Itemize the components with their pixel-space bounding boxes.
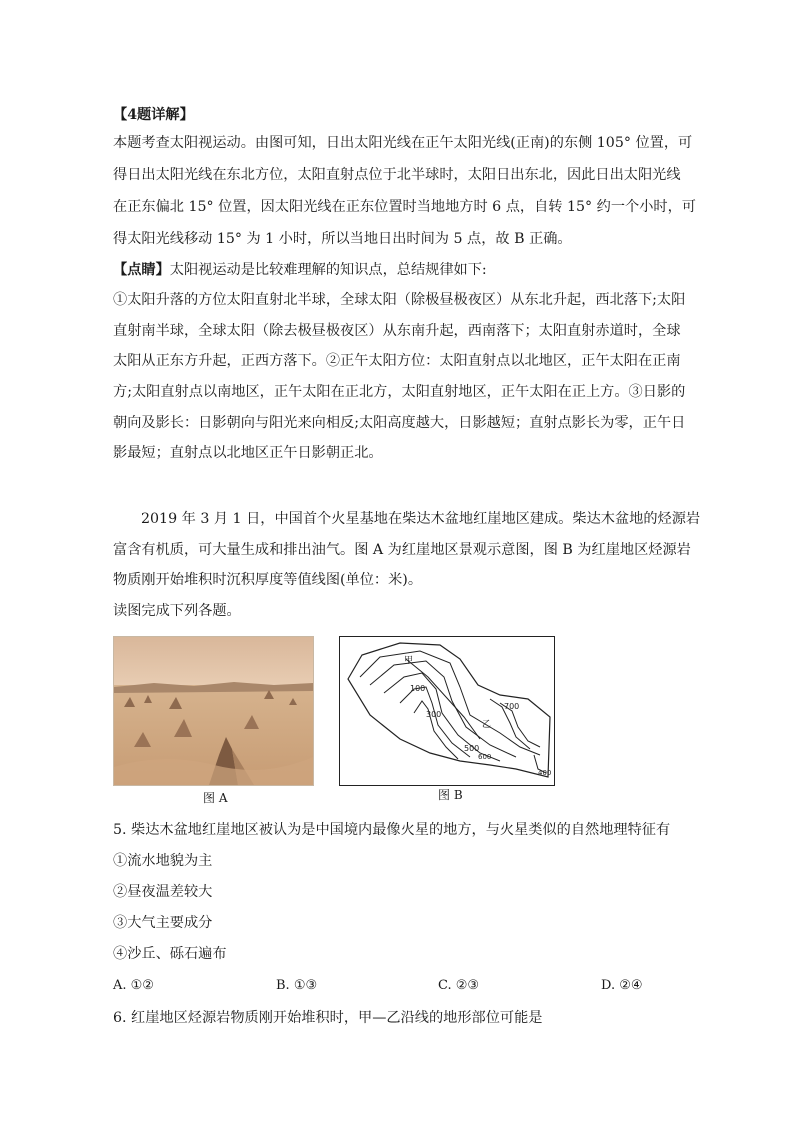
tip-label: 【点睛】	[113, 262, 170, 278]
text-line: 2019 年 3 月 1 日，中国首个火星基地在柴达木盆地红崖地区建成。柴达木盆地的烃源岩	[141, 511, 701, 527]
contour-label-300: 300	[426, 710, 442, 719]
tip-paragraph	[113, 260, 487, 280]
text-line: 本题考查太阳视运动。由图可知，日出太阳光线在正午太阳光线(正南)的东侧 105° 位置，可	[113, 135, 693, 151]
text-line: ①太阳升落的方位太阳直射北半球，全球太阳（除极昼极夜区）从东北升起，西北落下;太阳	[113, 292, 686, 308]
statement-item: ①流水地貌为主	[113, 853, 213, 869]
figure-b-caption: 图 B	[438, 788, 463, 802]
question-stem: 6. 红崖地区烃源岩物质刚开始堆积时，甲—乙沿线的地形部位可能是	[113, 1010, 543, 1026]
point-yi-label: 乙	[482, 720, 492, 730]
text-line: 影最短；直射点以北地区正午日影朝正北。	[113, 445, 383, 461]
contour-label-500: 500	[464, 744, 480, 753]
sediment-thickness-contour-map	[339, 636, 555, 786]
contour-label-100: 100	[410, 684, 426, 693]
text-line: 物质刚开始堆积时沉积厚度等值线图(单位：米)。	[113, 572, 423, 588]
option-c[interactable]: C. ②③	[438, 978, 480, 993]
text-line: 直射南半球，全球太阳（除去极昼极夜区）从东南升起，西南落下；太阳直射赤道时，全球	[113, 323, 681, 339]
text-line: 得日出太阳光线在东北方位，太阳直射点位于北半球时，太阳日出东北，因此日出太阳光线	[113, 167, 681, 183]
contour-label-700: 700	[504, 702, 520, 711]
contour-label-600: 600	[478, 753, 492, 761]
statement-item: ②昼夜温差较大	[113, 884, 213, 900]
contour-label-400: 400	[538, 769, 552, 777]
landscape-photo	[113, 636, 314, 786]
point-jia-label: 甲	[404, 656, 414, 666]
text-line: 朝向及影长：日影朝向与阳光来向相反;太阳高度越大，日影越短；直射点影长为零，正午日	[113, 415, 686, 431]
statement-item: ④沙丘、砾石遍布	[113, 946, 227, 962]
option-d[interactable]: D. ②④	[601, 978, 643, 993]
text-line: 太阳从正东方升起，正西方落下。②正午太阳方位：太阳直射点以北地区，正午太阳在正南	[113, 353, 681, 369]
question-stem: 5. 柴达木盆地红崖地区被认为是中国境内最像火星的地方，与火星类似的自然地理特征有	[113, 822, 671, 838]
text-line: 得太阳光线移动 15° 为 1 小时，所以当地日出时间为 5 点，故 B 正确。	[113, 231, 572, 247]
option-b[interactable]: B. ①③	[276, 978, 318, 993]
statement-item: ③大气主要成分	[113, 915, 213, 931]
figure-a-caption: 图 A	[203, 791, 228, 805]
q4-heading: 【4题详解】	[113, 107, 194, 123]
text-line: 在正东偏北 15° 位置，因太阳光线在正东位置时当地地方时 6 点，自转 15° 约一个小时，可	[113, 199, 696, 215]
tip-first-line: 太阳视运动是比较难理解的知识点，总结规律如下:	[169, 262, 487, 278]
text-line: 方;太阳直射点以南地区，正午太阳在正北方，太阳直射地区，正午太阳在正上方。③日影的	[113, 384, 686, 400]
option-a[interactable]: A. ①②	[113, 978, 154, 993]
text-line: 读图完成下列各题。	[113, 603, 241, 619]
text-line: 富含有机质，可大量生成和排出油气。图 A 为红崖地区景观示意图，图 B 为红崖地区烃源岩	[113, 542, 691, 558]
